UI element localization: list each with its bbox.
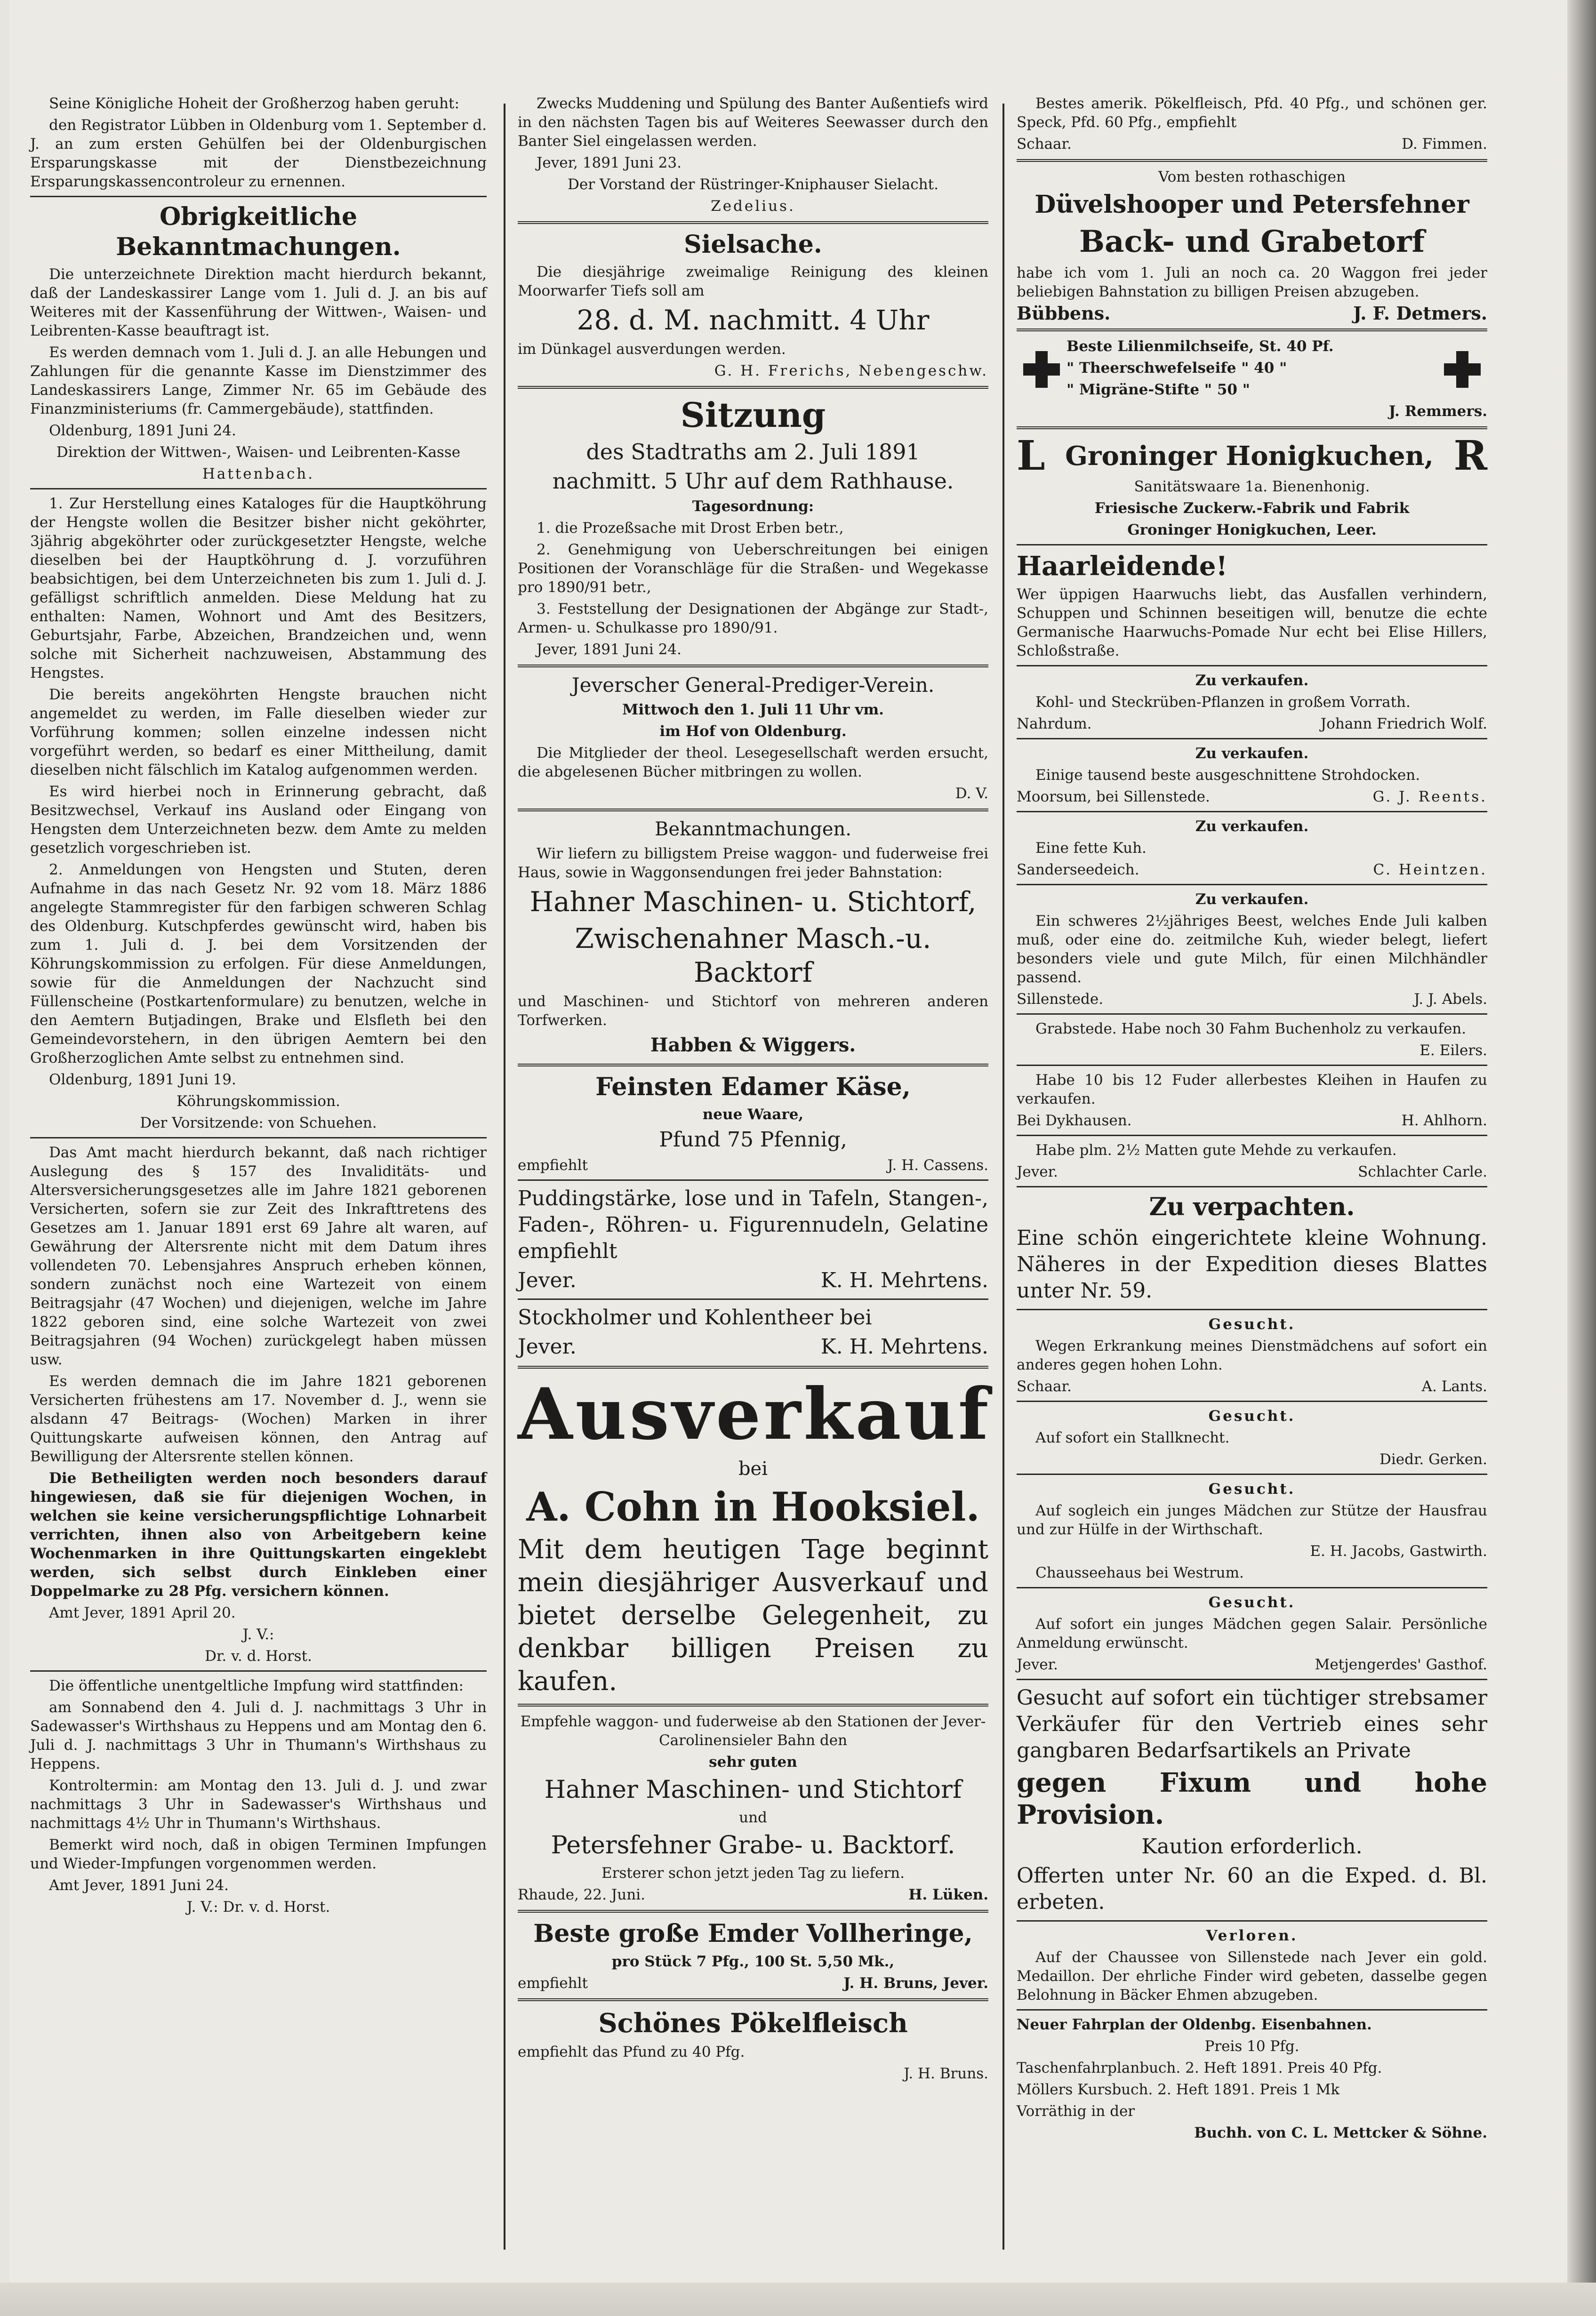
ad-text: Kohl- und Steckrüben-Pflanzen in großem Vorrath. [1035, 694, 1411, 711]
ad-heading: Zu verkaufen. [1195, 745, 1309, 762]
column-rule [504, 104, 505, 2250]
royal-notice-1: Seine Königliche Hoheit der Großherzog haben geruht: [49, 95, 459, 112]
red-cross-icon [1023, 351, 1060, 388]
notice-paragraph: Das Amt macht hierdurch bekannt, daß nach richtiger Auslegung des § 157 des Invaliditäts- und Altersversicherungsgesetzes alle im Jahre 1821 geborenen Versicherten, sofern sie zur Zeit des Inkrafttretens des Gesetzes am 1. Januar 1891 erst 69 Jahre alt waren, auf Gewährung der Altersrente nicht mit dem Datum ihres vollendeten 70. Lebensjahres Anspruch erheben können, sondern zunächst noch eine Wartezeit von einem Beitragsjahr (47 Wochen) und diejenigen, welche im Jahre 1822 geboren sind, eine solche Wartezeit von zwei Beitragsjahren (94 Wochen) zurückgelegt haben müssen usw. [30, 1144, 487, 1368]
divider [1017, 159, 1487, 162]
soap-item: " Migräne-Stifte " 50 " [1067, 381, 1250, 398]
ad-signature: J. H. Cassens. [887, 1157, 988, 1174]
notice-date: Oldenburg, 1891 Juni 24. [49, 422, 236, 439]
ad-signature-row [1017, 135, 1487, 153]
divider [1017, 426, 1487, 429]
ad-text: im Dünkagel ausverdungen werden. [518, 341, 786, 358]
ad-bold-line: gegen Fixum und hohe Provision. [1017, 1767, 1487, 1830]
ad-signature: Diedr. Gerken. [1379, 1451, 1487, 1468]
ad-heading: Gesucht. [1208, 1594, 1296, 1611]
divider [1017, 1474, 1487, 1475]
column-left [30, 94, 487, 1919]
ad-heading: Zu verpachten. [1149, 1193, 1355, 1221]
divider [30, 196, 487, 197]
divider [1017, 884, 1487, 885]
ad-text: empfiehlt das Pfund zu 40 Pfg. [518, 2044, 745, 2060]
ad-text: Vom besten rothaschigen [1158, 168, 1346, 185]
ad-line: Möllers Kursbuch. 2. Heft 1891. Preis 1 Mk [1017, 2081, 1340, 2098]
ad-firm: Groninger Honigkuchen, Leer. [1127, 521, 1377, 538]
divider [1017, 1679, 1487, 1680]
ad-signature-row [518, 1885, 988, 1904]
ad-text-large: Offerten unter Nr. 60 an die Exped. d. Bl. erbeten. [1017, 1864, 1487, 1914]
ad-left-label: Schaar. [1017, 136, 1072, 152]
ad-signature: J. Remmers. [1388, 403, 1487, 420]
notice-paragraph: Es werden demnach die im Jahre 1821 geborenen Versicherten frühestens am 17. November d. J., wenn sie alsdann 47 Beitrags- (Wochen) Marken in ihrer Quittungskarte aufweisen können, den Antrag auf Bewilligung der Altersrente stellen können. [30, 1373, 487, 1465]
divider [1017, 544, 1487, 545]
ad-signature-row [518, 1334, 988, 1360]
ad-text-large: Puddingstärke, lose und in Tafeln, Stangen-, Faden-, Röhren- u. Figurennudeln, Gelatine empfiehlt [518, 1186, 988, 1263]
divider [518, 1064, 988, 1066]
ad-signature-row [1017, 860, 1487, 879]
soap-item: Beste Lilienmilchseife, St. 40 Pf. [1067, 338, 1334, 355]
ad-signature: A. Lants. [1421, 1378, 1487, 1395]
ad-signature-row [1017, 1377, 1487, 1396]
ad-left-label: Rhaude, 22. Juni. [518, 1886, 645, 1903]
divider [1017, 665, 1487, 666]
ad-signature: Habben & Wiggers. [650, 1034, 856, 1056]
ad-left-label: Sanderseedeich. [1017, 861, 1139, 878]
ad-signature: D. Fimmen. [1402, 136, 1487, 152]
divider [1017, 1013, 1487, 1015]
column-rule [1003, 104, 1004, 2250]
ad-date: Jever, 1891 Juni 23. [537, 154, 682, 171]
ad-signature-row [1017, 1162, 1487, 1181]
royal-notice-2: den Registrator Lübben in Oldenburg vom 1. September d. J. an zum ersten Gehülfen bei der Oldenburgischen Ersparungskasse mit der Dienstbezeichnung Ersparungskassencontroleur zu ernennen. [30, 117, 487, 190]
ad-left-label: Bübbens. [1017, 303, 1111, 324]
divider [1017, 2009, 1487, 2011]
ad-left-label: empfiehlt [518, 1975, 588, 1992]
ad-text: Grabstede. Habe noch 30 Fahm Buchenholz zu verkaufen. [1035, 1020, 1467, 1037]
ad-left-label: Jever. [518, 1335, 577, 1359]
ad-left-label: Schaar. [1017, 1378, 1072, 1395]
ad-signature: H. Ahlhorn. [1401, 1112, 1487, 1129]
ad-date-large: 28. d. M. nachmitt. 4 Uhr [577, 304, 930, 336]
honey-letter-r: R [1453, 432, 1487, 480]
notice-date: Amt Jever, 1891 Juni 24. [49, 1877, 229, 1894]
notice-paragraph: 1. Zur Herstellung eines Kataloges für die Hauptköhrung der Hengste wollen die Besitzer bisher nicht geköhrter, 3jährig abgeköhrter oder zurückgesetzter Hengste, welche dieselben bei der Hauptköhrung d. J. vorzuführen beabsichtigen, bei dem Unterzeichneten bis zum 1. Juli d. J. gefälligst schriftlich anmelden. Diese Meldung hat zu enthalten: Namen, Wohnort und Amt des Besitzers, Geburtsjahr, Farbe, Abzeichen, Brandzeichen und, wenn solche mit Sicherheit nachzuweisen, Abstammung des Hengstes. [30, 495, 487, 681]
ad-heading: Jeverscher General-Prediger-Verein. [571, 673, 935, 697]
ad-text: Bestes amerik. Pökelfleisch, Pfd. 40 Pfg., und schönen ger. Speck, Pfd. 60 Pfg., empfiehlt [1017, 95, 1487, 131]
ad-left-label: Jever. [1017, 1656, 1058, 1673]
ad-text: Wer üppigen Haarwuchs liebt, das Ausfallen verhindern, Schuppen und Schinnen beseitigen will, benutze die echte Germanische Haarwuchs-Pomade Nur echt bei Elise Hillers, Schloßstraße. [1017, 586, 1487, 659]
notice-paragraph: 2. Anmeldungen von Hengsten und Stuten, deren Aufnahme in das nach Gesetz Nr. 92 vom 18. März 1886 angelegte Stammregister für den farbigen schweren Schlag des Oldenburg. Kutschpferdes gewünscht wird, haben bis zum 1. Juli d. J. bei dem Vorsitzenden der Köhrungskommission zu erfolgen. Für diese Anmeldungen, sowie für die Anmeldungen der Nachzucht sind Füllenscheine (Postkartenformulare) zu benutzen, welche in den Aemtern Butjadingen, Brake und Elsfleth bei den Gemeindevorstehern, in den übrigen Aemtern bei den Großherzoglichen Amte selbst zu entnehmen sind. [30, 861, 487, 1066]
divider [30, 488, 487, 489]
notice-paragraph: Die bereits angeköhrten Hengste brauchen nicht angemeldet zu werden, im Falle dieselben wieder zur Vorführung kommen; sollen einzelne indessen nicht vorgeführt werden, so bedarf es einer Mittheilung, damit dieselben nicht fälschlich im Katalog aufgenommen werden. [30, 686, 487, 778]
notice-paragraph: Kontroltermin: am Montag den 13. Juli d. J. und zwar nachmittags 3 Uhr in Sadewasser's Wirthshaus und nachmittags 4½ Uhr in Thumann's Wirthshaus. [30, 1777, 487, 1832]
ad-text: Habe 10 bis 12 Fuder allerbestes Kleihen in Haufen zu verkaufen. [1017, 1072, 1487, 1107]
ad-heading: Bekanntmachungen. [655, 818, 851, 840]
notice-paragraph: Bemerkt wird noch, daß in obigen Terminen Impfungen und Wieder-Impfungen vorgenommen werden. [30, 1836, 487, 1872]
divider [1017, 1065, 1487, 1066]
agenda-title: Tagesordnung: [692, 498, 814, 515]
divider [1017, 1587, 1487, 1588]
notice-jv: J. V.: [242, 1626, 274, 1643]
ad-bold-line: Petersfehner Grabe- u. Backtorf. [551, 1831, 955, 1859]
ad-text: Habe plm. 2½ Matten gute Mehde zu verkaufen. [1035, 1142, 1397, 1159]
divider [30, 1137, 487, 1138]
notice-date: Oldenburg, 1891 Juni 19. [49, 1071, 236, 1088]
ad-signature-row [1017, 1655, 1487, 1674]
notice-signature-name: Hattenbach. [202, 465, 315, 482]
notice-signature: J. V.: Dr. v. d. Horst. [186, 1899, 330, 1915]
divider [518, 1366, 988, 1369]
ad-bold-line: Hahner Maschinen- und Stichtorf [544, 1776, 962, 1804]
divider [1017, 811, 1487, 812]
ad-signature: K. H. Mehrtens. [820, 1268, 988, 1292]
ad-signature: H. Lüken. [908, 1886, 988, 1903]
ad-heading: Beste große Emder Vollheringe, [533, 1919, 973, 1948]
ad-signature-row [518, 1974, 988, 1993]
ad-signature: Johann Friedrich Wolf. [1320, 715, 1487, 732]
ad-heading: Zu verkaufen. [1195, 891, 1309, 908]
ad-signature: Buchh. von C. L. Mettcker & Söhne. [1194, 2124, 1487, 2141]
ad-signature-row [1017, 990, 1487, 1009]
ad-left-label: empfiehlt [518, 1157, 588, 1174]
notice-signature: Der Vorsitzende: von Schuehen. [140, 1114, 377, 1131]
ad-heading: Gesucht. [1208, 1481, 1296, 1498]
ad-price: pro Stück 7 Pfg., 100 St. 5,50 Mk., [611, 1953, 895, 1970]
sale-heading: Ausverkauf [518, 1373, 992, 1456]
agenda-item: 2. Genehmigung von Ueberschreitungen bei einigen Positionen der Voranschläge für die Straßen- und Wegekasse pro 1890/91 betr., [518, 541, 988, 596]
notice-org: Köhrungskommission. [176, 1093, 340, 1110]
ad-signature-row [1017, 787, 1487, 806]
ad-heading: Back- und Grabetorf [1079, 224, 1425, 259]
divider [518, 1179, 988, 1181]
notice-date: Amt Jever, 1891 April 20. [49, 1604, 236, 1621]
ad-subheading: sehr guten [709, 1754, 797, 1771]
notice-paragraph: am Sonnabend den 4. Juli d. J. nachmittags 3 Uhr in Sadewasser's Wirthshaus zu Heppens und am Montag den 6. Juli d. J. nachmittags 3 Uhr in Thumann's Wirthshaus zu Heppens. [30, 1699, 487, 1772]
honey-letter-l: L [1017, 432, 1045, 480]
notice-paragraph: Es wird hierbei noch in Erinnerung gebracht, daß Besitzwechsel, Verkauf ins Ausland oder Eingang von Hengsten dem Unterzeichneten bezw. dem Amte zu melden gesetzlich vorgeschrieben ist. [30, 783, 487, 857]
binding-shadow [1567, 0, 1596, 2316]
ad-signature: C. Heintzen. [1373, 861, 1487, 878]
ad-left-label: Sillenstede. [1017, 991, 1104, 1008]
ad-left-label: Moorsum, bei Sillenstede. [1017, 788, 1210, 805]
ad-heading: Gesucht. [1208, 1408, 1296, 1425]
ad-text: Empfehle waggon- und fuderweise ab den Stationen der Jever-Carolinensieler Bahn den [520, 1713, 986, 1749]
agenda-item: 3. Feststellung der Designationen der Abgänge zur Stadt-, Armen- u. Schulkasse pro 1890/91. [518, 601, 988, 636]
ad-org: Der Vorstand der Rüstringer-Kniphauser Sielacht. [568, 176, 938, 193]
ad-text-large: Stockholmer und Kohlentheer bei [518, 1306, 872, 1330]
ad-date: Jever, 1891 Juni 24. [537, 641, 682, 658]
page-bottom-margin [0, 2283, 1596, 2316]
ad-heading: Neuer Fahrplan der Oldenbg. Eisenbahnen. [1017, 2016, 1372, 2033]
column-right [1017, 94, 1487, 2145]
ad-signature: K. H. Mehrtens. [820, 1335, 988, 1359]
ad-left-label: Nahrdum. [1017, 715, 1092, 732]
ad-text: und Maschinen- und Stichtorf von mehreren anderen Torfwerken. [518, 993, 988, 1029]
ad-line: Taschenfahrplanbuch. 2. Heft 1891. Preis 40 Pfg. [1017, 2060, 1382, 2076]
ad-signature: E. H. Jacobs, Gastwirth. [1310, 1543, 1487, 1560]
divider [1017, 1920, 1487, 1922]
ad-heading: Feinsten Edamer Käse, [595, 1073, 911, 1101]
ad-text: Die diesjährige zweimalige Reinigung des kleinen Moorwarfer Tiefs soll am [518, 264, 988, 299]
divider [518, 1298, 988, 1300]
ad-place: Chausseehaus bei Westrum. [1035, 1564, 1244, 1581]
ad-text: habe ich vom 1. Juli an noch ca. 20 Waggon frei jeder beliebigen Bahnstation zu billigen Preisen abzugeben. [1017, 264, 1487, 300]
ad-text: Auf sofort ein Stallknecht. [1035, 1429, 1230, 1446]
ad-text: Eine fette Kuh. [1035, 840, 1147, 857]
ad-heading: Zu verkaufen. [1195, 818, 1309, 835]
ad-subheading: des Stadtraths am 2. Juli 1891 [586, 439, 920, 465]
divider [518, 1998, 988, 2001]
notice-paragraph: Es werden demnach vom 1. Juli d. J. an alle Hebungen und Zahlungen für die genannte Kasse im Dienstzimmer des Landeskassirers Lange, Zimmer Nr. 65 im Gebäude des Finanzministeriums (fr. Cammergebäude), stattfinden. [30, 344, 487, 417]
divider [518, 809, 988, 811]
ad-text: Sanitätswaare 1a. Bienenhonig. [1134, 478, 1370, 495]
soap-item: " Theerschwefelseife " 40 " [1067, 360, 1287, 377]
honey-cake-header [1017, 432, 1487, 480]
divider [30, 1670, 487, 1672]
ad-heading: Groninger Honigkuchen, [1065, 441, 1434, 472]
ad-text-large: Gesucht auf sofort ein tüchtiger strebsamer Verkäufer für den Vertrieb eines sehr gangbaren Bedarfsartikels an Private [1017, 1686, 1487, 1763]
ad-text-large: Eine schön eingerichtete kleine Wohnung. Näheres in der Expedition dieses Blattes unter Nr. 59. [1017, 1226, 1487, 1303]
ad-heading: Haarleidende! [1017, 551, 1228, 582]
ad-subheading: Mittwoch den 1. Juli 11 Uhr vm. [622, 701, 884, 718]
ad-firm: Friesische Zuckerw.-Fabrik und Fabrik [1094, 500, 1410, 517]
agenda-item: 1. die Prozeßsache mit Drost Erben betr., [537, 520, 844, 537]
ad-signature: G. J. Reents. [1372, 788, 1487, 805]
sale-text: Mit dem heutigen Tage beginnt mein diesjähriger Ausverkauf und bietet derselbe Gelegenheit, zu denkbar billigen Preisen zu kaufen. [518, 1534, 988, 1697]
ad-bold-line: Zwischenahner Masch.-u. Backtorf [575, 922, 931, 988]
ad-left-label: Jever. [518, 1268, 577, 1292]
column-middle [518, 94, 992, 2086]
ad-text-large: Kaution erforderlich. [1141, 1835, 1363, 1859]
ad-heading: Düvelshooper und Petersfehner [1035, 190, 1469, 219]
notice-paragraph: Die unterzeichnete Direktion macht hierdurch bekannt, daß der Landeskassirer Lange vom 1. Juli d. J. an bis auf Weiteres mit der Kassenführung der Wittwen-, Waisen- und Leibrenten-Kasse beauftragt ist. [30, 266, 487, 339]
ad-signature: J. J. Abels. [1414, 991, 1487, 1008]
ad-signature: J. H. Bruns. [904, 2065, 988, 2082]
notice-paragraph: Die öffentliche unentgeltliche Impfung wird stattfinden: [49, 1677, 464, 1694]
ad-text: Ersterer schon jetzt jeden Tag zu liefern. [602, 1865, 905, 1882]
divider [518, 1704, 988, 1707]
divider [1017, 1309, 1487, 1310]
ad-left-label: Jever. [1017, 1163, 1058, 1180]
ad-line: Preis 10 Pfg. [1204, 2038, 1299, 2055]
divider [1017, 738, 1487, 739]
ad-text: Wegen Erkrankung meines Dienstmädchens auf sofort ein anderes gegen hohen Lohn. [1017, 1338, 1487, 1373]
notice-signature: Direktion der Wittwen-, Waisen- und Leibrenten-Kasse [56, 444, 461, 461]
ad-text: Ein schweres 2½jähriges Beest, welches Ende Juli kalben muß, oder eine do. zeitmilche Kuh, wieder belegt, liefert besonders viele und gute Milch, für einen Milchhändler passend. [1017, 913, 1487, 986]
ad-subheading: im Hof von Oldenburg. [659, 723, 847, 740]
divider [1017, 329, 1487, 331]
ad-text: und [739, 1809, 767, 1826]
section-heading: Obrigkeitliche Bekanntmachungen. [116, 202, 401, 261]
ad-signature-row [518, 1267, 988, 1294]
ad-signature: E. Eilers. [1420, 1042, 1487, 1059]
ad-signature: Schlachter Carle. [1358, 1163, 1487, 1180]
soap-ad [1017, 337, 1487, 402]
divider [1017, 1186, 1487, 1187]
ad-price: Pfund 75 Pfennig, [659, 1128, 847, 1152]
ad-heading: Sielsache. [684, 230, 822, 259]
ad-text: Auf sogleich ein junges Mädchen zur Stütze der Hausfrau und zur Hülfe in der Wirthschaft. [1017, 1502, 1487, 1538]
ad-heading: Schönes Pökelfleisch [598, 2008, 908, 2039]
ad-signature-row [1017, 304, 1487, 323]
ad-heading: Verloren. [1206, 1927, 1298, 1944]
ad-subheading: nachmitt. 5 Uhr auf dem Rathhause. [552, 468, 954, 494]
ad-text: Wir liefern zu billigstem Preise waggon- und fuderweise frei Haus, sowie in Waggonsendungen frei jeder Bahnstation: [518, 845, 988, 881]
ad-text: Auf sofort ein junges Mädchen gegen Salair. Persönliche Anmeldung erwünscht. [1017, 1616, 1487, 1651]
ad-signature-row [1017, 1111, 1487, 1130]
notice-signature: Dr. v. d. Horst. [205, 1648, 312, 1665]
ad-text: Auf der Chaussee von Sillenstede nach Jever ein gold. Medaillon. Der ehrliche Finder wird gebeten, dasselbe gegen Belohnung in Bäcker Ehmen abzugeben. [1017, 1949, 1487, 2003]
ad-signature: D. V. [955, 785, 988, 802]
ad-signature: J. F. Detmers. [1353, 303, 1487, 324]
sale-merchant: A. Cohn in Hooksiel. [526, 1483, 980, 1530]
ad-signature-row [518, 1156, 988, 1175]
divider [1017, 1135, 1487, 1136]
red-cross-icon [1444, 351, 1481, 388]
ad-line: Vorräthig in der [1017, 2103, 1135, 2120]
notice-paragraph: Die Betheiligten werden noch besonders darauf hingewiesen, daß sie für diejenigen Wochen, in welchen sie keine versicherungspflichtige Lohnarbeit verrichten, ihnen also von Arbeitgebern keine Wochenmarken in ihre Quittungskarten eingeklebt werden, sich selbst durch Einkleben einer Doppelmarke zu 28 Pfg. versichern können. [30, 1470, 487, 1600]
ad-signature-row [1017, 714, 1487, 733]
divider [1017, 1401, 1487, 1402]
ad-subheading: neue Waare, [702, 1106, 804, 1123]
ad-text: Einige tausend beste ausgeschnittene Strohdocken. [1035, 767, 1420, 784]
ad-heading: Zu verkaufen. [1195, 672, 1309, 689]
ad-bold-line: Hahner Maschinen- u. Stichtorf, [529, 886, 977, 918]
divider [518, 665, 988, 667]
divider [518, 221, 988, 224]
ad-heading: Sitzung [680, 395, 826, 435]
soap-ad-list [1067, 337, 1437, 402]
divider [518, 386, 988, 389]
sale-bei: bei [738, 1458, 768, 1480]
ad-signature: G. H. Frerichs, Nebengeschw. [714, 362, 988, 379]
ad-text: Die Mitglieder der theol. Lesegesellschaft werden ersucht, die abgelesenen Bücher mitbringen zu wollen. [518, 745, 988, 780]
ad-signature: J. H. Bruns, Jever. [843, 1975, 988, 1992]
ad-signature: Zedelius. [711, 198, 795, 215]
divider [518, 1910, 988, 1913]
ad-left-label: Bei Dykhausen. [1017, 1112, 1132, 1129]
ad-signature: Metjengerdes' Gasthof. [1315, 1656, 1487, 1673]
ad-heading: Gesucht. [1208, 1316, 1296, 1333]
ad-text: Zwecks Muddening und Spülung des Banter Außentiefs wird in den nächsten Tagen bis auf Weiteres Seewasser durch den Banter Siel eingelassen werden. [518, 95, 988, 150]
